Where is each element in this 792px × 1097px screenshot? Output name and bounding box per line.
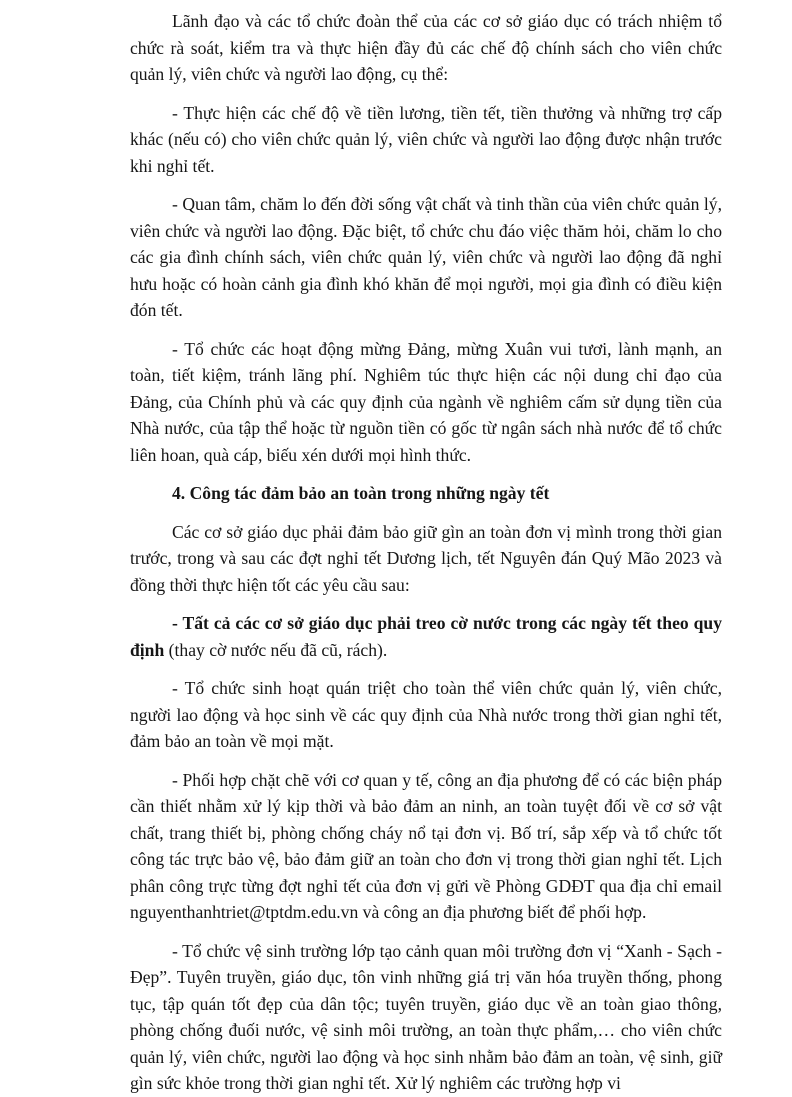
paragraph-flag (130, 610, 722, 663)
paragraph-celebration: - Tổ chức các hoạt động mừng Đảng, mừng Xuân vui tươi, lành mạnh, an toàn, tiết kiệm, tránh lãng phí. Nghiêm túc thực hiện các nội dung chỉ đạo của Đảng, của Chính phủ và các quy định của ngành về nghiêm cấm sử dụng tiền của Nhà nước, của tập thể hoặc từ nguồn tiền có gốc từ ngân sách nhà nước để tổ chức liên hoan, quà cáp, biếu xén dưới mọi hình thức. (130, 338, 722, 465)
paragraph-safety-intro: Các cơ sở giáo dục phải đảm bảo giữ gìn an toàn đơn vị mình trong thời gian trước, trong và sau các đợt nghỉ tết Dương lịch, tết Nguyên đán Quý Mão 2023 và đồng thời thực hiện tốt các yêu cầu sau: (130, 521, 722, 595)
section-heading-4: 4. Công tác đảm bảo an toàn trong những ngày tết (172, 483, 550, 503)
paragraph-coordination: - Phối hợp chặt chẽ với cơ quan y tế, công an địa phương để có các biện pháp cần thiết nhằm xử lý kịp thời và bảo đảm an ninh, an toàn tuyệt đối về cơ sở vật chất, trang thiết bị, phòng chống cháy nổ tại đơn vị. Bố trí, sắp xếp và tổ chức tốt công tác trực bảo vệ, bảo đảm giữ an toàn cho đơn vị trong thời gian nghỉ tết. Lịch phân công trực từng đợt nghỉ tết của đơn vị gửi về Phòng GDĐT qua địa chỉ email nguyenthanhtriet@tptdm.edu.vn và công an địa phương biết để phối hợp. (130, 769, 722, 922)
paragraph-salary: - Thực hiện các chế độ về tiền lương, tiền tết, tiền thưởng và những trợ cấp khác (nếu có) cho viên chức quản lý, viên chức và người lao động được nhận trước khi nghỉ tết. (130, 102, 722, 176)
paragraph-sanitation: - Tổ chức vệ sinh trường lớp tạo cảnh quan môi trường đơn vị “Xanh - Sạch - Đẹp”. Tuyên truyền, giáo dục, tôn vinh những giá trị văn hóa truyền thống, phong tục, tập quán tốt đẹp của dân tộc; tuyên truyền, giáo dục về an toàn giao thông, phòng chống đuối nước, vệ sinh môi trường, an toàn thực phẩm,… cho viên chức quản lý, viên chức, người lao động và học sinh nhằm bảo đảm an toàn, vệ sinh, giữ gìn sức khỏe trong thời gian nghỉ tết. Xử lý nghiêm các trường hợp vi (130, 940, 722, 1093)
flag-requirement-bold: - Tất cả các cơ sở giáo dục phải treo cờ nước trong các ngày tết theo quy định (130, 613, 722, 660)
paragraph-care: - Quan tâm, chăm lo đến đời sống vật chất và tinh thần của viên chức quản lý, viên chức và người lao động. Đặc biệt, tổ chức chu đáo việc thăm hỏi, chăm lo cho các gia đình chính sách, viên chức quản lý, viên chức và người lao động đã nghỉ hưu hoặc có hoàn cảnh gia đình khó khăn để mọi người, mọi gia đình có điều kiện đón tết. (130, 194, 722, 320)
paragraph-briefing: - Tổ chức sinh hoạt quán triệt cho toàn thể viên chức quản lý, viên chức, người lao động và học sinh về các quy định của Nhà nước trong thời gian nghỉ tết, đảm bảo an toàn về mọi mặt. (130, 678, 722, 751)
flag-requirement-note: (thay cờ nước nếu đã cũ, rách). (164, 639, 388, 660)
paragraph-intro: Lãnh đạo và các tổ chức đoàn thể của các cơ sở giáo dục có trách nhiệm tổ chức rà soát, kiểm tra và thực hiện đầy đủ các chế độ chính sách cho viên chức quản lý, viên chức và người lao động, cụ thể: (130, 11, 722, 84)
